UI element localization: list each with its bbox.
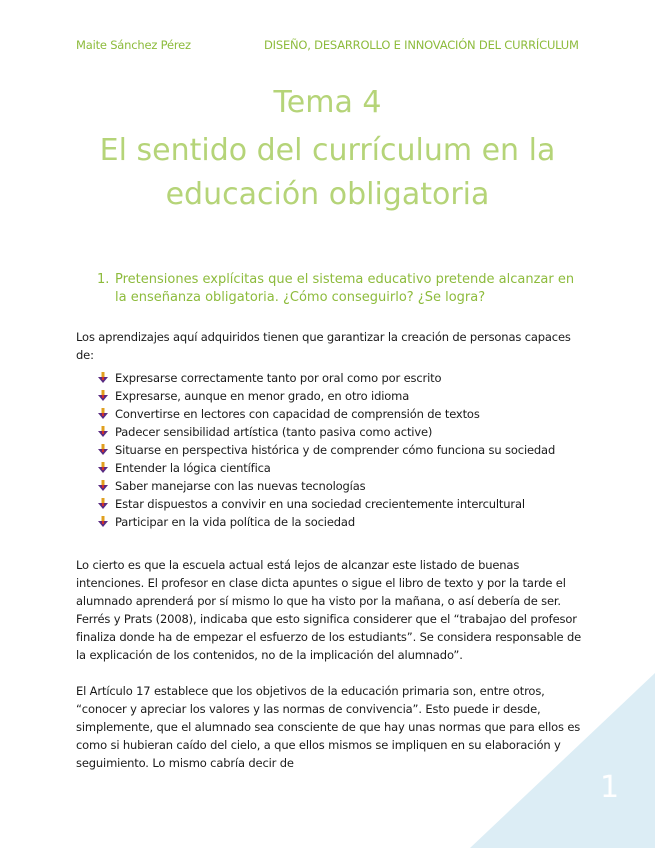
- list-item-text: Entender la lógica científica: [115, 461, 271, 475]
- section-heading: [97, 271, 587, 307]
- list-item: [97, 459, 577, 477]
- section-number: 1.: [97, 272, 110, 287]
- list-item-text: Expresarse correctamente tanto por oral como por escrito: [115, 371, 442, 385]
- body-paragraph-1: Lo cierto es que la escuela actual está lejos de alcanzar este listado de buenas intenciones. El profesor en clase dicta apuntes o sigue el libro de texto y por la tarde el alumnado aprenderá por sí mismo lo que ha visto por la mañana, o así debería de ser. Ferrés y Prats (2008), indicaba que esto significa considerer que el “trabajao del profesor finaliza donde ha de empezar el esfuerzo de los estudiants”. Se considera responsable de la explicación de los contenidos, no de la implicación del alumnado”.: [76, 558, 582, 662]
- header-author: Maite Sánchez Pérez: [76, 38, 191, 52]
- page-number: 1: [600, 770, 620, 805]
- list-item: [97, 495, 577, 513]
- title-line-3: educación obligatoria: [165, 177, 490, 212]
- list-item: [97, 441, 577, 459]
- section-heading-text: Pretensiones explícitas que el sistema educativo pretende alcanzar en la enseñanza obligatoria. ¿Cómo conseguirlo? ¿Se logra?: [115, 272, 575, 305]
- list-item: [97, 387, 577, 405]
- arrow-down-bullet-icon: [97, 462, 109, 474]
- objectives-list: [97, 369, 577, 531]
- list-item-text: Padecer sensibilidad artística (tanto pasiva como active): [115, 425, 433, 439]
- list-item: [97, 513, 577, 531]
- arrow-down-bullet-icon: [97, 426, 109, 438]
- list-item-text: Expresarse, aunque en menor grado, en otro idioma: [115, 389, 410, 403]
- list-item-text: Saber manejarse con las nuevas tecnologías: [115, 479, 366, 493]
- list-item: [97, 369, 577, 387]
- arrow-down-bullet-icon: [97, 390, 109, 402]
- list-item: [97, 423, 577, 441]
- list-item: [97, 477, 577, 495]
- arrow-down-bullet-icon: [97, 408, 109, 420]
- title-line-2: El sentido del currículum en la: [99, 133, 556, 168]
- list-item-text: Participar en la vida política de la sociedad: [115, 515, 355, 529]
- arrow-down-bullet-icon: [97, 480, 109, 492]
- page-corner-decoration: [470, 673, 655, 848]
- title-line-1: Tema 4: [273, 85, 382, 120]
- arrow-down-bullet-icon: [97, 516, 109, 528]
- arrow-down-bullet-icon: [97, 372, 109, 384]
- list-item-text: Situarse en perspectiva histórica y de comprender cómo funciona su sociedad: [115, 443, 556, 457]
- body-paragraph-2: El Artículo 17 establece que los objetivos de la educación primaria son, entre otros, “conocer y apreciar los valores y las normas de convivencia”. Esto puede ir desde, simplemente, que el alumnado sea consciente de que hay unas normas que para ellos es como si hubieran caído del cielo, a que ellos mismos se impliquen en su elaboración y seguimiento. Lo mismo cabría decir de: [76, 684, 581, 770]
- list-item-text: Convertirse en lectores con capacidad de comprensión de textos: [115, 407, 480, 421]
- header-course-title: DISEÑO, DESARROLLO E INNOVACIÓN DEL CURRÍCULUM: [264, 38, 579, 52]
- list-item: [97, 405, 577, 423]
- list-item-text: Estar dispuestos a convivir en una sociedad crecientemente intercultural: [115, 497, 525, 511]
- arrow-down-bullet-icon: [97, 498, 109, 510]
- intro-paragraph: Los aprendizajes aquí adquiridos tienen que garantizar la creación de personas capaces de:: [76, 330, 571, 362]
- arrow-down-bullet-icon: [97, 444, 109, 456]
